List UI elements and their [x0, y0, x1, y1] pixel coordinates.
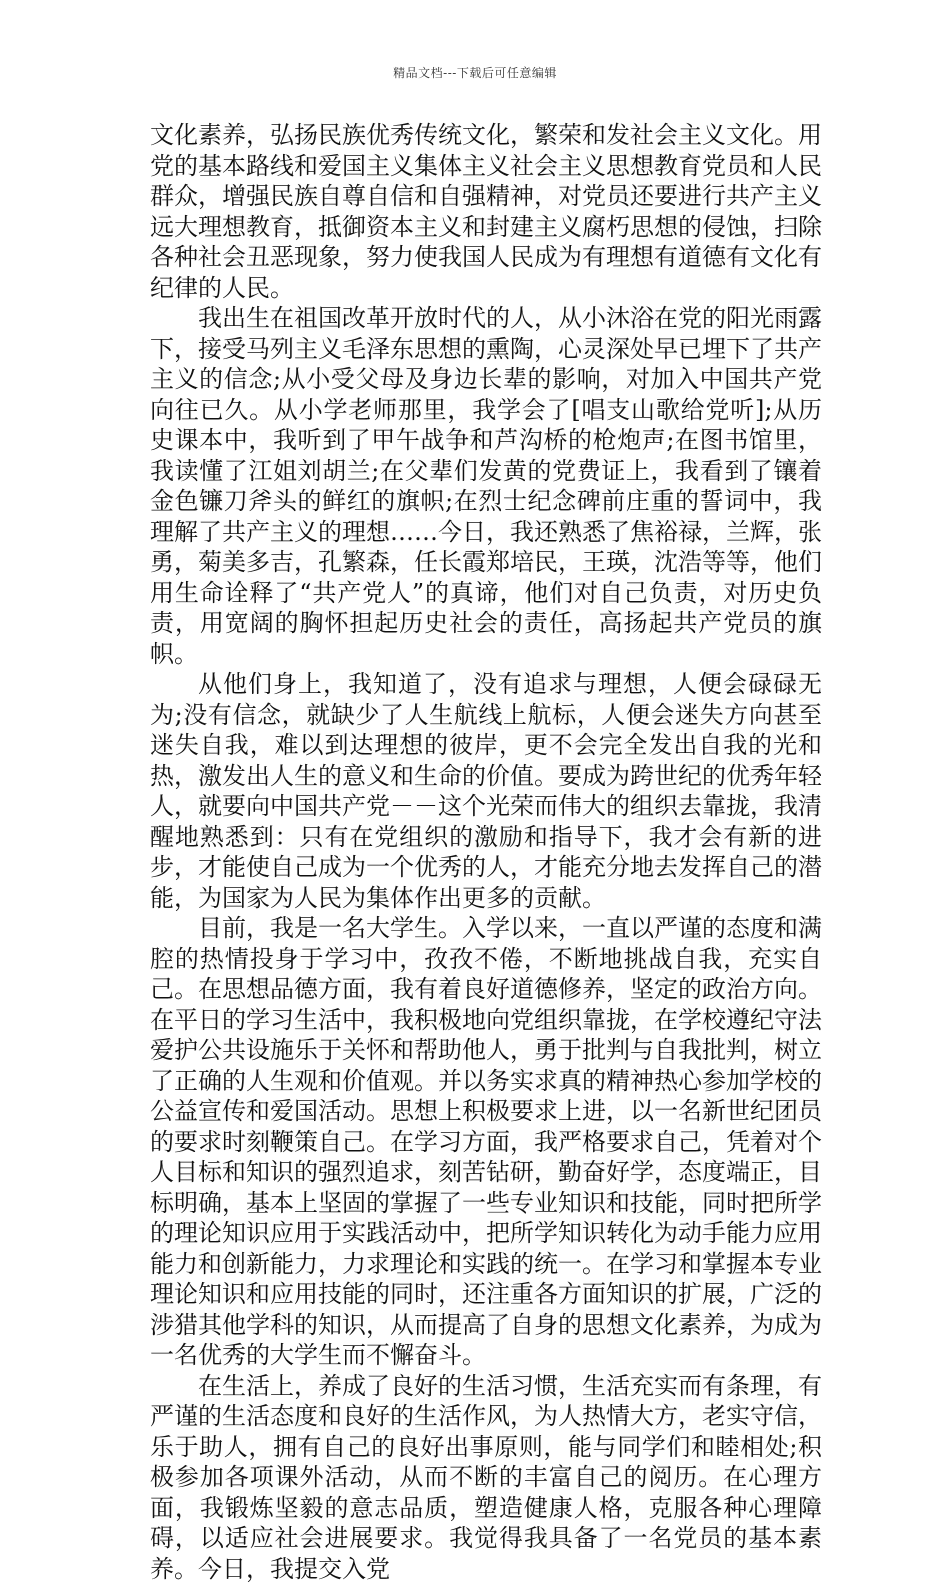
paragraph-5: 在生活上，养成了良好的生活习惯，生活充实而有条理，有严谨的生活态度和良好的生活作风，为人热情大方，老实守信，乐于助人，拥有自己的良好出事原则，能与同学们和睦相处;积极参加各项课外活动，从而不断的丰富自己的阅历。在心理方面，我锻炼坚毅的意志品质，塑造健康人格，克服各种心理障碍，以适应社会进展要求。我觉得我具备了一名党员的基本素养。今日，我提交入党 [150, 1371, 822, 1584]
document-body [150, 120, 822, 1584]
paragraph-4: 目前，我是一名大学生。入学以来，一直以严谨的态度和满腔的热情投身于学习中，孜孜不倦，不断地挑战自我，充实自己。在思想品德方面，我有着良好道德修养，坚定的政治方向。在平日的学习生活中，我积极地向党组织靠拢，在学校遵纪守法爱护公共设施乐于关怀和帮助他人，勇于批判与自我批判，树立了正确的人生观和价值观。并以务实求真的精神热心参加学校的公益宣传和爱国活动。思想上积极要求上进，以一名新世纪团员的要求时刻鞭策自己。在学习方面，我严格要求自己，凭着对个人目标和知识的强烈追求，刻苦钻研，勤奋好学，态度端正，目标明确，基本上坚固的掌握了一些专业知识和技能，同时把所学的理论知识应用于实践活动中，把所学知识转化为动手能力应用能力和创新能力，力求理论和实践的统一。在学习和掌握本专业理论知识和应用技能的同时，还注重各方面知识的扩展，广泛的涉猎其他学科的知识，从而提高了自身的思想文化素养，为成为一名优秀的大学生而不懈奋斗。 [150, 913, 822, 1371]
page-header: 精品文档---下载后可任意编辑 [0, 64, 950, 81]
paragraph-3: 从他们身上，我知道了，没有追求与理想，人便会碌碌无为;没有信念，就缺少了人生航线上航标，人便会迷失方向甚至迷失自我，难以到达理想的彼岸，更不会完全发出自我的光和热，激发出人生的意义和生命的价值。要成为跨世纪的优秀年轻人，就要向中国共产党－－这个光荣而伟大的组织去靠拢，我清醒地熟悉到：只有在党组织的激励和指导下，我才会有新的进步，才能使自己成为一个优秀的人，才能充分地去发挥自己的潜能，为国家为人民为集体作出更多的贡献。 [150, 669, 822, 913]
paragraph-1: 文化素养，弘扬民族优秀传统文化，繁荣和发社会主义文化。用党的基本路线和爱国主义集体主义社会主义思想教育党员和人民群众，增强民族自尊自信和自强精神，对党员还要进行共产主义远大理想教育，抵御资本主义和封建主义腐朽思想的侵蚀，扫除各种社会丑恶现象，努力使我国人民成为有理想有道德有文化有纪律的人民。 [150, 120, 822, 303]
paragraph-2: 我出生在祖国改革开放时代的人，从小沐浴在党的阳光雨露下，接受马列主义毛泽东思想的熏陶，心灵深处早已埋下了共产主义的信念;从小受父母及身边长辈的影响，对加入中国共产党向往已久。从小学老师那里，我学会了[唱支山歌给党听];从历史课本中，我听到了甲午战争和芦沟桥的枪炮声;在图书馆里，我读懂了江姐刘胡兰;在父辈们发黄的党费证上，我看到了镶着金色镰刀斧头的鲜红的旗帜;在烈士纪念碑前庄重的誓词中，我理解了共产主义的理想……今日，我还熟悉了焦裕禄，兰辉，张勇，菊美多吉，孔繁森，任长霞郑培民，王瑛，沈浩等等，他们用生命诠释了“共产党人”的真谛，他们对自己负责，对历史负责，用宽阔的胸怀担起历史社会的责任，高扬起共产党员的旗帜。 [150, 303, 822, 669]
